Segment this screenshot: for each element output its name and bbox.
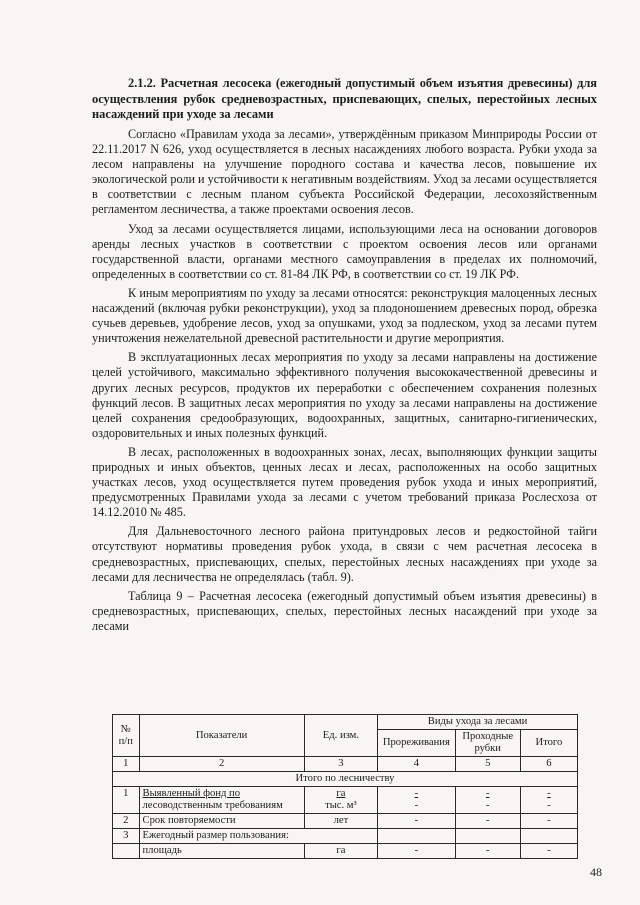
paragraph: Уход за лесами осуществляется лицами, использующими леса на основании договоров аренды лесных участков в соответствии с проектом освоения лесов или органами государственной власти, органами местного самоуправления в пределах их полномочий, определенных в соответствии со ст. 81-84 ЛК РФ, в соответствии со ст. 19 ЛК РФ. [92,221,597,281]
table-row [113,844,578,859]
row-name: площадь [139,844,304,859]
col-num: 3 [304,757,377,772]
header-unit: Ед. изм. [304,715,377,757]
paragraph: В лесах, расположенных в водоохранных зонах, лесах, выполняющих функции защиты природных и иных объектов, ценных лесах и лесах, расположенных на особо защитных участках лесов, уход осуществляется путем проведения рубок ухода и иных мероприятий, предусмотренных Правилами ухода за лесами с учетом требований приказа Рослесхоза от 14.12.2010 № 485. [92,444,597,520]
empty-cell [455,829,520,844]
row-num: 1 [113,787,140,814]
table-header-row [113,715,578,730]
empty-cell [378,829,456,844]
header-passage-cuts: Проходные рубки [455,730,520,757]
header-total: Итого [520,730,577,757]
cell-thinning: - [378,844,456,859]
row-name [139,787,304,814]
row-unit: лет [304,814,377,829]
section-heading: 2.1.2. Расчетная лесосека (ежегодный допустимый объем изъятия древесины) для осуществления рубок средневозрастных, приспевающих, спелых, перестойных лесных насаждений при уходе за лесами [92,76,597,121]
cell-thinning: - [378,814,456,829]
paragraph: В эксплуатационных лесах мероприятия по уходу за лесами направлены на достижение целей устойчивого, максимально эффективного получения высококачественной древесины и других лесных ресурсов, продуктов их переработки с обеспечением сохранения полезных функций лесов. В защитных лесах мероприятия по уходу за лесами направлены на достижение целей сохранения средообразующих, водоохранных, защитных, санитарно-гигиенических, оздоровительных и иных полезных функций. [92,350,597,440]
cell-total: - [520,844,577,859]
row-num: 3 [113,829,140,844]
empty-cell [520,829,577,844]
cell-passage [455,787,520,814]
header-indicators: Показатели [139,715,304,757]
row-num: 2 [113,814,140,829]
col-num: 2 [139,757,304,772]
empty-cell [113,844,140,859]
column-number-row [113,757,578,772]
cell-total [520,787,577,814]
paragraph: К иным мероприятиям по уходу за лесами относятся: реконструкция малоценных лесных насаждений (включая рубки реконструкции), уход за плодоношением древесных пород, обрезка сучьев деревьев, удобрение лесов, уход за опушками, уход за подлеском, уход за лесами путем уничтожения нежелательной древесной растительности и другие мероприятия. [92,285,597,346]
row-unit [304,787,377,814]
paragraph: Для Дальневосточного лесного района притундровых лесов и редкостойной тайги отсутствуют нормативы проведения рубок ухода, в связи с чем расчетная лесосека в средневозрастных, приспевающих, спелых, перестойных лесных насаждениях при уходе за лесами для лесничества не определялась (табл. 9). [92,524,597,584]
table-9 [112,714,578,859]
col-num: 5 [455,757,520,772]
table-row [113,829,578,844]
value: - [485,800,490,811]
section-row [113,772,578,787]
table-caption: Таблица 9 – Расчетная лесосека (ежегодный допустимый объем изъятия древесины) в средневозрастных, приспевающих, спелых, перестойных лесных насаждений при уходе за лесами [92,588,597,633]
cell-total: - [520,814,577,829]
unit-line: тыс. м³ [325,800,357,811]
col-num: 1 [113,757,140,772]
value: - [414,788,419,799]
body-text [92,127,597,634]
page-number: 48 [590,865,602,879]
row-name-line: лесоводственным требованиям [142,800,283,811]
value: - [485,788,490,799]
value: - [547,800,551,811]
header-thinning: Прореживания [378,730,456,757]
cell-thinning [378,787,456,814]
row-name: Срок повторяемости [139,814,304,829]
table-row [113,814,578,829]
paragraph: Согласно «Правилам ухода за лесами», утверждённым приказом Минприроды России от 22.11.2017 N 626, уход осуществляется в лесных насаждениях любого возраста. Рубки ухода за лесом направлены на улучшение породного состава и качества лесов, повышение их экологической роли и устойчивости к негативным воздействиям. Уход за лесами осуществляется в соответствии с лесным планом субъекта Российской Федерации, лесохозяйственным регламентом лесничества, а также проектами освоения лесов. [92,127,598,217]
value: - [414,800,419,811]
cell-passage: - [455,814,520,829]
value: - [547,788,551,799]
cell-passage: - [455,844,520,859]
col-num: 4 [378,757,456,772]
unit-line: га [336,788,346,799]
col-num: 6 [520,757,577,772]
header-num: № п/п [113,715,140,757]
row-unit: га [304,844,377,859]
table-row [113,787,578,814]
row-name: Ежегодный размер пользования: [139,829,378,844]
section-title: Итого по лесничеству [113,772,578,787]
row-name-line: Выявленный фонд по [142,788,241,799]
header-care-types: Виды ухода за лесами [378,715,578,730]
